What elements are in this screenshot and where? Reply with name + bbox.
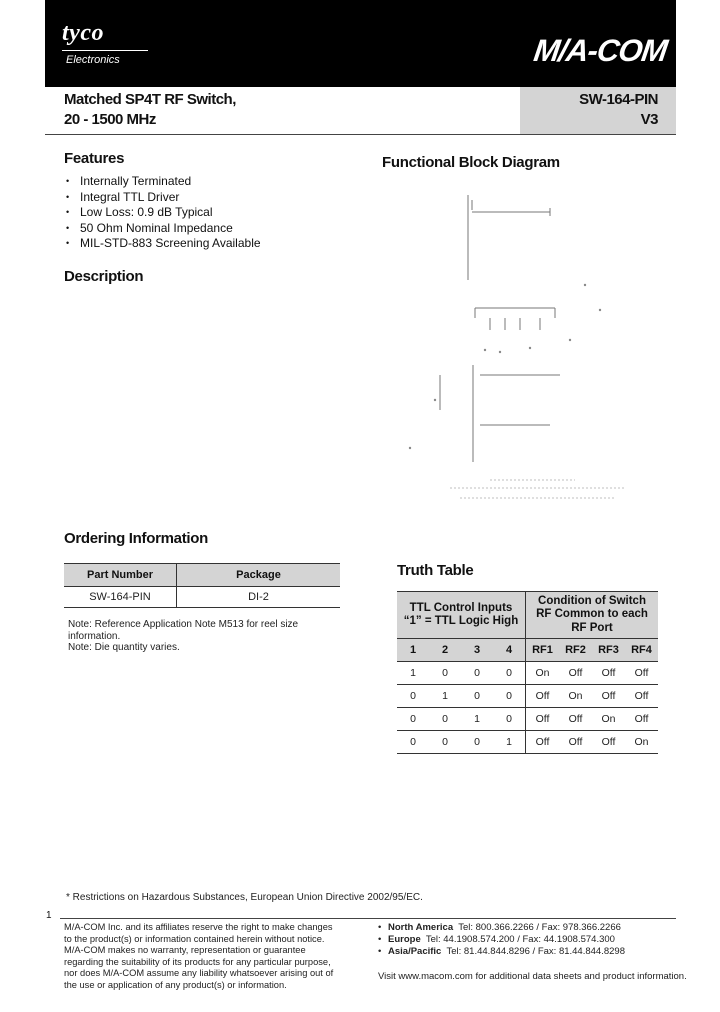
table-cell: Off — [559, 731, 592, 754]
table-cell: Off — [526, 708, 560, 731]
part-number: SW-164-PIN — [579, 91, 658, 108]
table-header-row — [64, 564, 340, 587]
column-header: 4 — [493, 639, 526, 662]
contact-europe — [378, 934, 625, 946]
ordering-table — [64, 563, 340, 608]
table-cell: 0 — [461, 731, 493, 754]
rohs-footnote: * Restrictions on Hazardous Substances, European Union Directive 2002/95/EC. — [66, 892, 423, 903]
header-line: Condition of Switch — [538, 594, 646, 607]
bond-pad — [484, 349, 486, 351]
table-row — [397, 662, 658, 685]
region-label: Asia/Pacific — [388, 946, 442, 958]
switch-condition-header — [526, 592, 659, 639]
header-line: TTL Control Inputs — [409, 601, 513, 614]
table-cell: On — [559, 685, 592, 708]
features-heading: Features — [64, 150, 125, 167]
table-cell: On — [526, 662, 560, 685]
logo-divider — [62, 50, 148, 51]
tyco-electronics-label: Electronics — [66, 54, 120, 66]
bond-pad — [569, 339, 571, 341]
table-cell: DI-2 — [177, 587, 341, 608]
table-cell: 1 — [461, 708, 493, 731]
contact-info: Tel: 81.44.844.8296 / Fax: 81.44.844.8298 — [446, 946, 625, 958]
features-list — [66, 174, 261, 252]
table-cell: 1 — [493, 731, 526, 754]
column-header: 1 — [397, 639, 429, 662]
table-row — [64, 587, 340, 608]
table-cell: 0 — [397, 685, 429, 708]
macom-logo: M/A-COM — [531, 33, 670, 68]
title-line-2: 20 - 1500 MHz — [64, 111, 156, 128]
table-cell: On — [625, 731, 658, 754]
bond-pad — [499, 351, 501, 353]
table-cell: Off — [592, 662, 625, 685]
table-cell: 0 — [461, 662, 493, 685]
table-cell: 0 — [429, 731, 461, 754]
truth-table-heading: Truth Table — [397, 562, 474, 579]
contact-asia-pacific — [378, 946, 625, 958]
contact-info: Tel: 800.366.2266 / Fax: 978.366.2266 — [458, 922, 621, 933]
feature-item: • MIL-STD-883 Screening Available — [66, 236, 261, 252]
table-cell: 0 — [397, 731, 429, 754]
table-cell: 0 — [493, 685, 526, 708]
column-header: RF3 — [592, 639, 625, 662]
ordering-notes — [68, 619, 328, 654]
table-cell: Off — [559, 662, 592, 685]
description-heading: Description — [64, 268, 144, 285]
header-line: RF Common to each — [536, 608, 648, 621]
truth-table — [397, 591, 658, 754]
region-label: Europe — [388, 934, 421, 946]
block-diagram-heading: Functional Block Diagram — [382, 154, 560, 171]
header-line: “1” = TTL Logic High — [403, 615, 519, 627]
table-cell: 0 — [429, 708, 461, 731]
table-row — [397, 685, 658, 708]
feature-item: • Internally Terminated — [66, 174, 261, 190]
column-header: RF1 — [526, 639, 560, 662]
table-cell: Off — [592, 685, 625, 708]
note: Note: Die quantity varies. — [68, 642, 180, 653]
table-cell: Off — [559, 708, 592, 731]
contact-list — [378, 922, 625, 959]
ordering-heading: Ordering Information — [64, 530, 209, 547]
table-cell: Off — [526, 731, 560, 754]
table-row — [397, 708, 658, 731]
table-cell: Off — [592, 731, 625, 754]
column-header: Part Number — [64, 564, 177, 587]
table-cell: On — [592, 708, 625, 731]
truth-group-header-row — [397, 592, 658, 639]
table-cell: 1 — [397, 662, 429, 685]
note: Note: Reference Application Note M513 for reel size information. — [68, 619, 299, 642]
feature-item: • Low Loss: 0.9 dB Typical — [66, 205, 261, 221]
table-cell: 0 — [493, 708, 526, 731]
region-label: North America — [388, 922, 454, 933]
column-header: 3 — [461, 639, 493, 662]
table-row — [397, 731, 658, 754]
column-header: Package — [177, 564, 341, 587]
website-link[interactable]: Visit www.macom.com for additional data sheets and product information. — [378, 971, 687, 982]
legal-disclaimer: M/A-COM Inc. and its affiliates reserve the right to make changes to the product(s) or information contained herein without notice. M/A-COM makes no warranty, representation or guarantee regarding the suitability of its products for any particular purpose, nor does M/A-COM assume any liability whatsoever arising out of the use or application of any product(s) or information. — [64, 922, 334, 990]
table-cell: 0 — [461, 685, 493, 708]
bond-pad — [599, 309, 601, 311]
contact-info: Tel: 44.1908.574.200 / Fax: 44.1908.574.300 — [425, 934, 615, 946]
column-header: RF4 — [625, 639, 658, 662]
footer-divider — [60, 918, 676, 919]
block-diagram — [400, 180, 640, 510]
contact-north-america — [378, 922, 625, 934]
page-number: 1 — [46, 910, 52, 921]
document-title — [64, 90, 236, 130]
table-cell: 0 — [493, 662, 526, 685]
header-line: RF Port — [571, 621, 613, 634]
version: V3 — [640, 111, 658, 128]
title-divider — [45, 134, 676, 135]
column-header: RF2 — [559, 639, 592, 662]
tyco-logo: tyco — [62, 20, 104, 46]
column-header: 2 — [429, 639, 461, 662]
bond-pad — [529, 347, 531, 349]
feature-item: • Integral TTL Driver — [66, 190, 261, 206]
table-cell: 1 — [429, 685, 461, 708]
table-cell: SW-164-PIN — [64, 587, 177, 608]
bond-pad — [434, 399, 436, 401]
part-number-block — [579, 90, 658, 130]
table-cell: Off — [625, 662, 658, 685]
truth-column-header-row — [397, 639, 658, 662]
table-cell: Off — [625, 685, 658, 708]
ttl-inputs-header — [397, 592, 526, 639]
table-cell: 0 — [397, 708, 429, 731]
bond-pad — [409, 447, 411, 449]
bond-pad — [584, 284, 586, 286]
table-cell: Off — [625, 708, 658, 731]
feature-item: • 50 Ohm Nominal Impedance — [66, 221, 261, 237]
title-line-1: Matched SP4T RF Switch, — [64, 91, 236, 108]
table-cell: 0 — [429, 662, 461, 685]
table-cell: Off — [526, 685, 560, 708]
